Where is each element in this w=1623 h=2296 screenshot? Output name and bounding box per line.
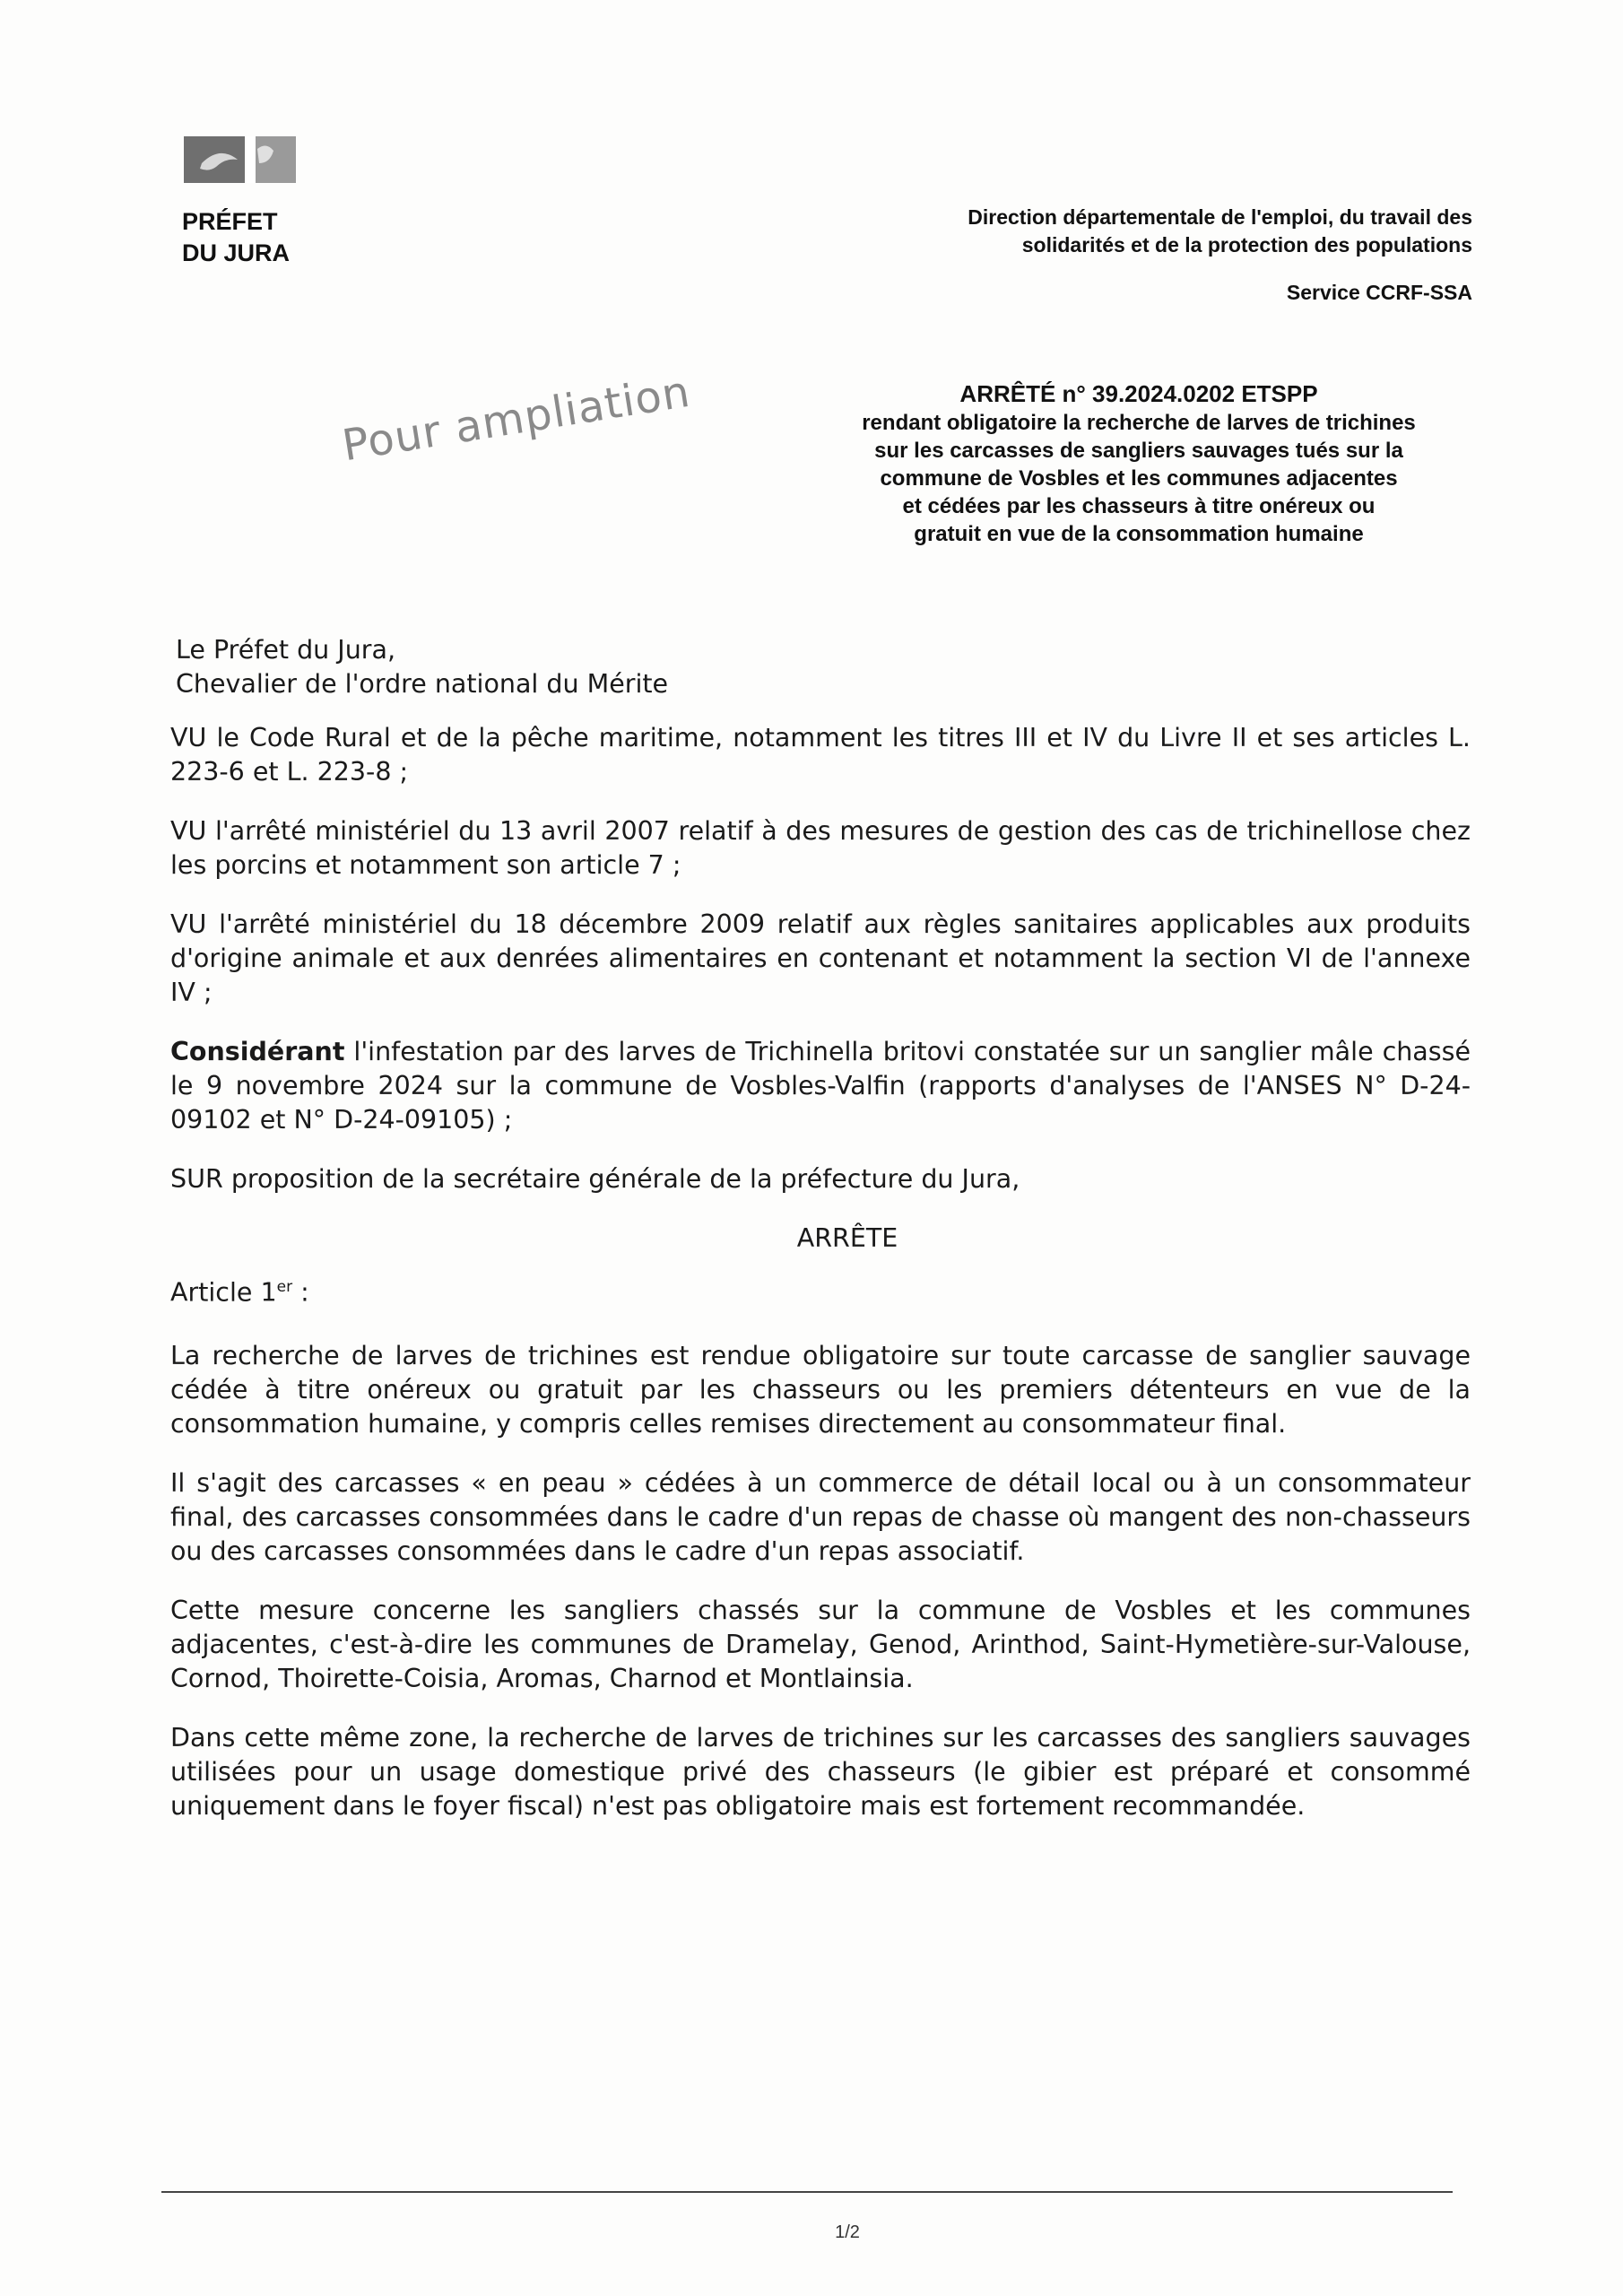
visa-text: l'arrêté ministériel du 18 décembre 2009 relatif aux règles sanitaires applicables aux produits d'origine animale et aux denrées alimentaires en contenant et notamment la section VI de l'annexe IV ;	[170, 909, 1471, 1007]
title-line: rendant obligatoire la recherche de larves de trichines	[862, 411, 1416, 435]
visa-text: l'arrêté ministériel du 13 avril 2007 relatif à des mesures de gestion des cas de trichinellose chez les porcins et notamment son article 7 ;	[170, 816, 1471, 880]
signer-line1: Le Préfet du Jura,	[176, 635, 396, 665]
prefet-line2: DU JURA	[182, 239, 291, 266]
article-title-suffix: :	[292, 1277, 309, 1308]
title-line: gratuit en vue de la consommation humaine	[914, 522, 1364, 546]
footer-divider	[161, 2191, 1453, 2193]
prefet-line1: PRÉFET	[182, 208, 278, 235]
signer-line2: Chevalier de l'ordre national du Mérite	[176, 669, 669, 699]
prefet-block	[182, 206, 290, 269]
title-line: sur les carcasses de sangliers sauvages tués sur la	[874, 439, 1403, 463]
direction-line1: Direction départementale de l'emploi, du travail des	[968, 205, 1472, 229]
visa-lead: VU	[170, 909, 207, 939]
arrete-title-block	[789, 380, 1488, 548]
document-body	[170, 633, 1471, 1848]
considerant-paragraph	[170, 1035, 1471, 1137]
proposition-paragraph: SUR proposition de la secrétaire générale de la préfecture du Jura,	[170, 1164, 1020, 1194]
article-paragraph: Dans cette même zone, la recherche de larves de trichines sur les carcasses des sangliers sauvages utilisées pour un usage domestique privé des chasseurs (le gibier est préparé et consommé uniquement dans le foyer fiscal) n'est pas obligatoire mais est fortement recommandée.	[170, 1722, 1471, 1821]
visa-lead: VU	[170, 816, 207, 846]
visa-lead: VU	[170, 723, 207, 752]
marianne-logo-icon	[184, 136, 296, 183]
page-number: 1/2	[835, 2222, 860, 2242]
ampliation-stamp: Pour ampliation	[339, 366, 694, 472]
article-title-text: Article 1	[170, 1277, 277, 1308]
considerant-text: l'infestation par des larves de Trichinella britovi constatée sur un sanglier mâle chassé le 9 novembre 2024 sur la commune de Vosbles-Valfin (rapports d'analyses de l'ANSES N° D-24-09102 et N° D-24-09105) ;	[170, 1037, 1471, 1135]
article-paragraph: Il s'agit des carcasses « en peau » cédées à un commerce de détail local ou à un consommateur final, des carcasses consommées dans le cadre d'un repas de chasse où mangent des non-chasseurs ou des carcasses consommées dans le cadre d'un repas associatif.	[170, 1467, 1471, 1566]
title-line: commune de Vosbles et les communes adjacentes	[880, 466, 1398, 491]
visa-paragraph	[170, 814, 1471, 883]
arrete-heading: ARRÊTE	[796, 1223, 898, 1253]
article-title-sup: er	[276, 1278, 293, 1296]
article-title	[170, 1270, 1471, 1310]
article-paragraph: La recherche de larves de trichines est rendue obligatoire sur toute carcasse de sanglier sauvage cédée à titre onéreux ou gratuit par les chasseurs ou les premiers détenteurs en vue de la consommation humaine, y compris celles remises directement au consommateur final.	[170, 1340, 1471, 1439]
visa-text: le Code Rural et de la pêche maritime, notamment les titres III et IV du Livre II et ses articles L. 223-6 et L. 223-8 ;	[170, 723, 1471, 787]
arrete-number: ARRÊTÉ n° 39.2024.0202 ETSPP	[959, 380, 1318, 407]
signer-block	[176, 633, 1471, 701]
service-label: Service CCRF-SSA	[1286, 281, 1472, 304]
direction-block	[665, 204, 1472, 259]
considerant-lead: Considérant	[170, 1037, 345, 1066]
visa-paragraph	[170, 721, 1471, 789]
direction-line2: solidarités et de la protection des populations	[1021, 233, 1472, 257]
visa-paragraph	[170, 908, 1471, 1010]
title-line: et cédées par les chasseurs à titre onéreux ou	[902, 494, 1376, 518]
article-paragraph: Cette mesure concerne les sangliers chassés sur la commune de Vosbles et les communes adjacentes, c'est-à-dire les communes de Dramelay, Genod, Arinthod, Saint-Hymetière-sur-Valouse, Cornod, Thoirette-Coisia, Aromas, Charnod et Montlainsia.	[170, 1595, 1471, 1693]
